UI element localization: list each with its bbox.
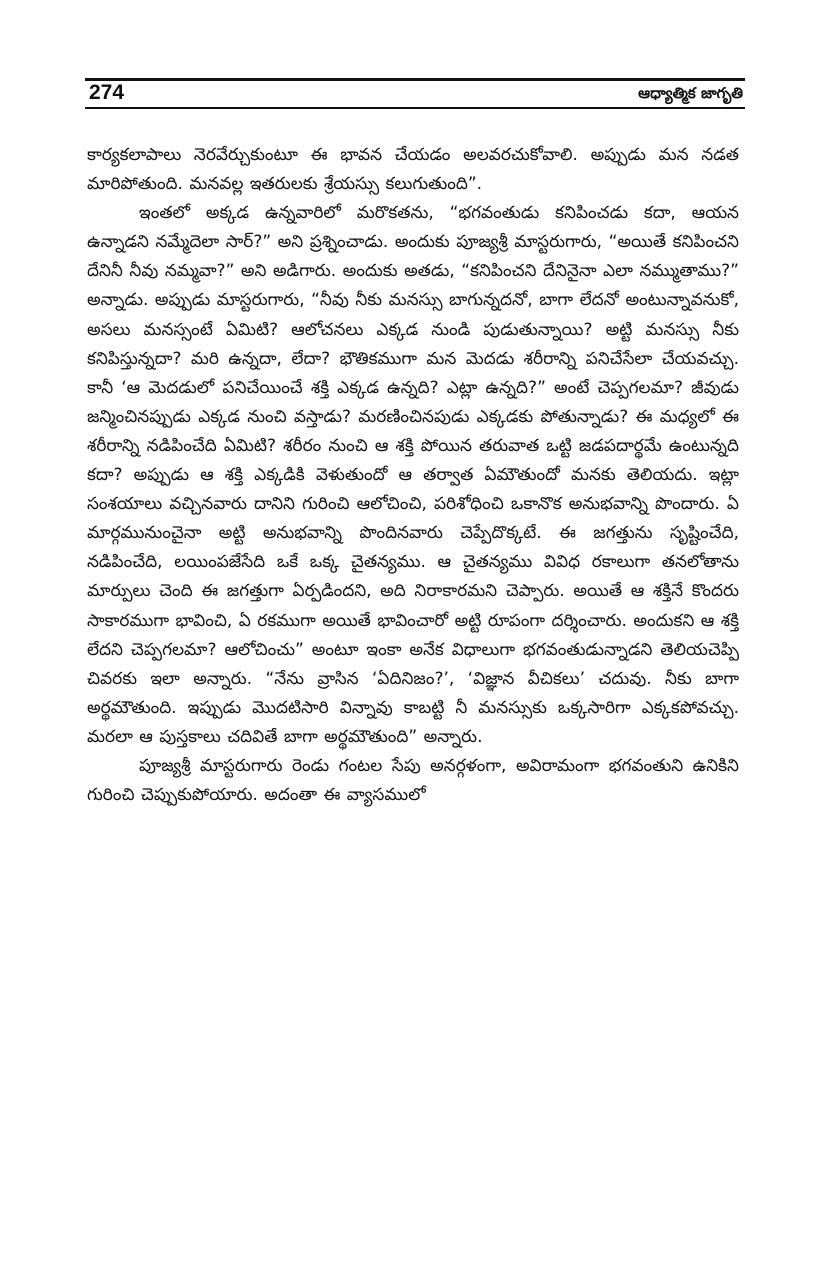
paragraph-continuation: కార్యకలాపాలు నెరవేర్చుకుంటూ ఈ భావన చేయడం అలవరచుకోవాలి. అప్పుడు మన నడత మారిపోతుంది. మనవల్ల ఇతరులకు శ్రేయస్సు కలుగుతుంది”. bbox=[87, 145, 739, 195]
running-head-title: ఆధ్యాత్మిక జాగృతి bbox=[638, 84, 743, 102]
page-header bbox=[85, 78, 745, 108]
paragraph-closing: పూజ్యశ్రీ మాస్టరుగారు రెండు గంటల సేపు అనర్గళంగా, అవిరామంగా భగవంతుని ఉనికిని గురించి చెప్పుకుపోయారు. అదంతా ఈ వ్యాసములో bbox=[87, 755, 739, 806]
page-number: 274 bbox=[89, 81, 125, 104]
header-bottom-rule bbox=[85, 107, 745, 109]
paragraph-dialogue: ఇంతలో అక్కడ ఉన్నవారిలో మరొకతను, “భగవంతుడు కనిపించడు కదా, ఆయన ఉన్నాడని నమ్మేదెలా సార్?” అని ప్రశ్నించాడు. అందుకు పూజ్యశ్రీ మాస్టరుగారు, “అయితే కనిపించని దేనినీ నీవు నమ్మవా?” అని అడిగారు. అందుకు అతడు, “కనిపించని దేనినైనా ఎలా నమ్ముతాము?” అన్నాడు. అప్పుడు మాస్టరుగారు, “నీవు నీకు మనస్సు బాగున్నదనో, బాగా లేదనో అంటున్నావనుకో, అసలు మనస్సంటే ఏమిటి? ఆలోచనలు ఎక్కడ నుండి పుడుతున్నాయి? అట్టి మనస్సు నీకు కనిపిస్తున్నదా? మరి ఉన్నదా, లేదా? భౌతికముగా మన మెదడు శరీరాన్ని పనిచేసేలా చేయవచ్చు. కానీ ‘ఆ మెదడులో పనిచేయించే శక్తి ఎక్కడ ఉన్నది? ఎట్లా ఉన్నది?” అంటే చెప్పగలమా? జీవుడు జన్మించినప్పుడు ఎక్కడ నుంచి వస్తాడు? మరణించినపుడు ఎక్కడకు పోతున్నాడు? ఈ మధ్యలో ఈ శరీరాన్ని నడిపించేది ఏమిటి? శరీరం నుంచి ఆ శక్తి పోయిన తరువాత ఒట్టి జడపదార్థమే ఉంటున్నది కదా? అప్పుడు ఆ శక్తి ఎక్కడికి వెళుతుందో ఆ తర్వాత ఏమౌతుందో మనకు తెలియదు. ఇట్లా సంశయాలు వచ్చినవారు దానిని గురించి ఆలోచించి, పరిశోధించి ఒకానొక అనుభవాన్ని పొందారు. ఏ మార్గమునుంచైనా అట్టి అనుభవాన్ని పొందినవారు చెప్పేదొక్కటే. ఈ జగత్తును సృష్టించేది, నడిపించేది, లయింపజేసేది ఒకే ఒక్క చైతన్యము. ఆ చైతన్యము వివిధ రకాలుగా తనలోతాను మార్పులు చెంది ఈ జగత్తుగా ఏర్పడిందని, అది నిరాకారమని చెప్పారు. అయితే ఆ శక్తినే కొందరు సాకారముగా భావించి, ఏ రకముగా అయితే భావించారో అట్టి రూపంగా దర్శించారు. అందుకని ఆ శక్తి లేదని చెప్పగలమా? ఆలోచించు” అంటూ ఇంకా అనేక విధాలుగా భగవంతుడున్నాడని తెలియచెప్పి చివరకు ఇలా అన్నారు. “నేను వ్రాసిన ‘ఏదినిజం?’, ‘విజ్ఞాన వీచికలు’ చదువు. నీకు బాగా అర్థమౌతుంది. ఇప్పుడు మొదటిసారి విన్నావు కాబట్టి నీ మనస్సుకు ఒక్కసారిగా ఎక్కకపోవచ్చు. మరలా ఆ పుస్తకాలు చదివితే బాగా అర్థమౌతుంది” అన్నారు. bbox=[87, 203, 739, 747]
body-text bbox=[87, 141, 739, 810]
